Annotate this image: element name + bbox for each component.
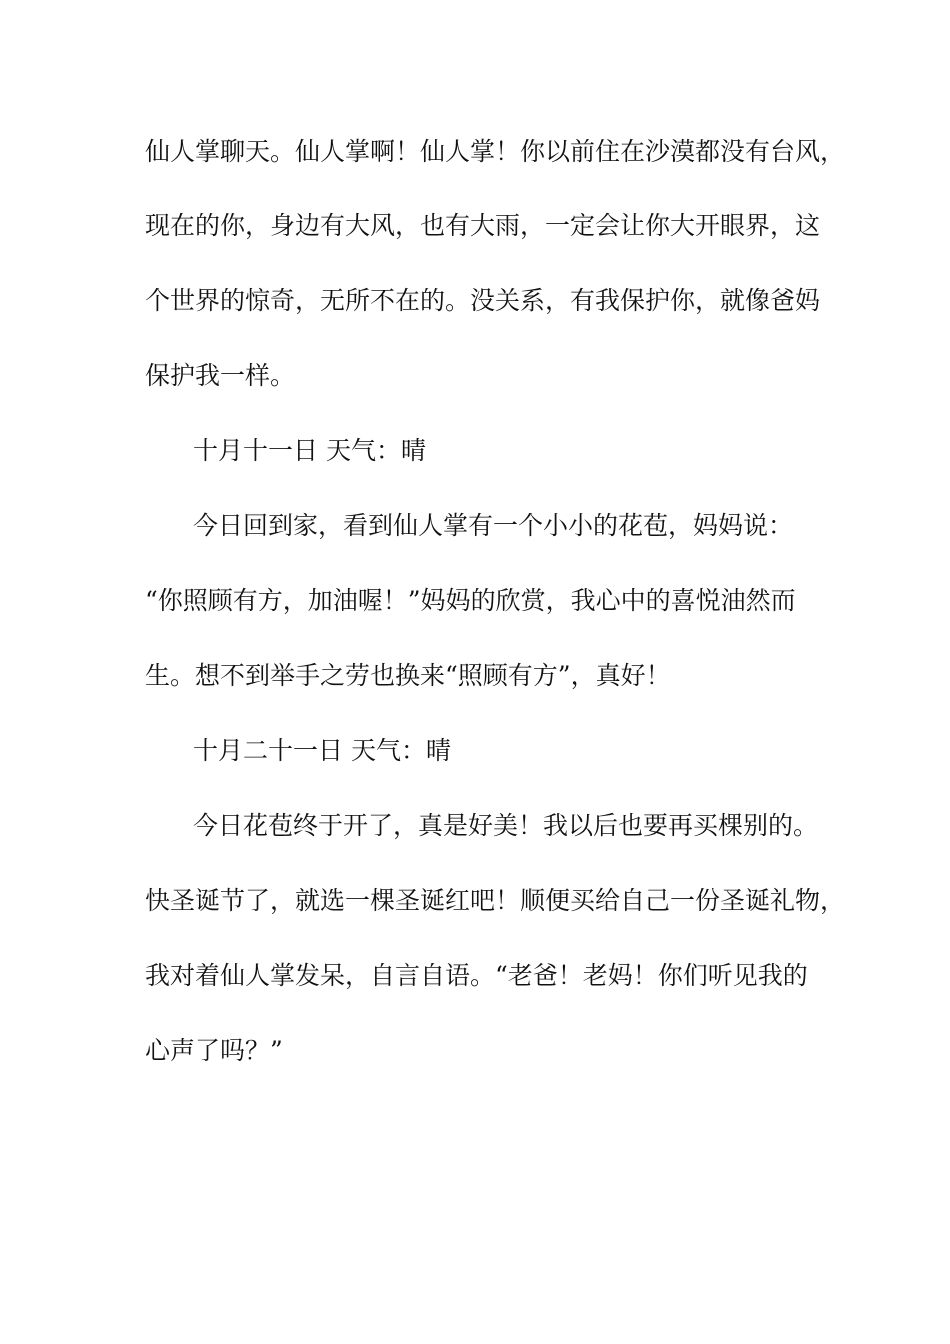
- diary-date-heading: 十月二十一日 天气：晴: [193, 736, 451, 765]
- body-text-line: 仙人掌聊天。仙人掌啊！仙人掌！你以前住在沙漠都没有台风，: [145, 137, 846, 166]
- body-text-line: “你照顾有方，加油喔！”妈妈的欣赏，我心中的喜悦油然而: [145, 586, 796, 615]
- body-text-line: 心声了吗？”: [145, 1036, 283, 1065]
- body-text-line: 今日回到家，看到仙人掌有一个小小的花苞，妈妈说：: [193, 511, 794, 540]
- diary-date-heading: 十月十一日 天气：晴: [193, 436, 426, 465]
- body-text-line: 生。想不到举手之劳也换来“照顾有方”，真好！: [145, 661, 671, 690]
- body-text-line: 今日花苞终于开了，真是好美！我以后也要再买棵别的。: [193, 811, 819, 840]
- body-text-line: 我对着仙人掌发呆，自言自语。“老爸！老妈！你们听见我的: [145, 961, 808, 990]
- body-text-line: 现在的你，身边有大风，也有大雨，一定会让你大开眼界，这: [145, 211, 821, 240]
- body-text-line: 快圣诞节了，就选一棵圣诞红吧！顺便买给自己一份圣诞礼物，: [145, 886, 846, 915]
- body-text-line: 保护我一样。: [145, 361, 296, 390]
- body-text-line: 个世界的惊奇，无所不在的。没关系，有我保护你，就像爸妈: [145, 286, 821, 315]
